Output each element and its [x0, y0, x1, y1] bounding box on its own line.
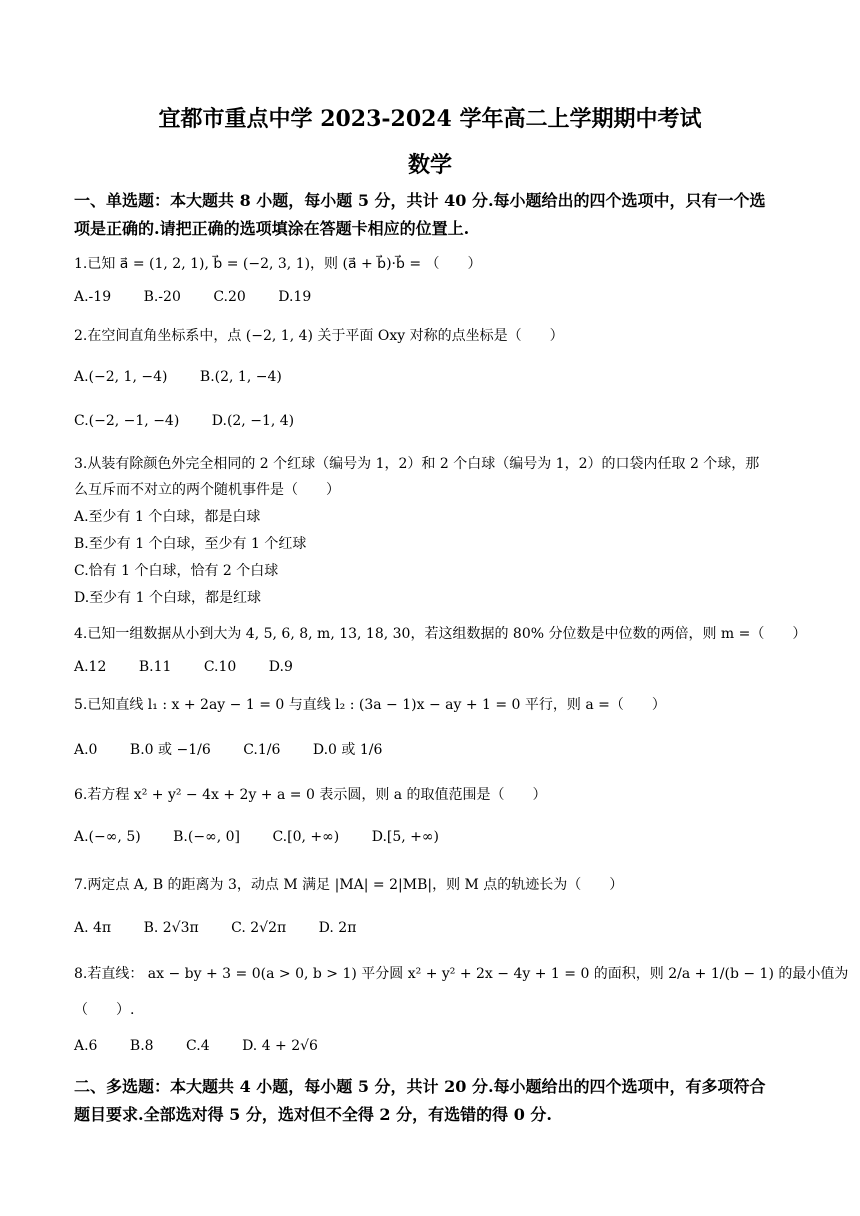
section1-instructions-line2: 项是正确的.请把正确的选项填涂在答题卡相应的位置上. [74, 219, 470, 238]
question-8-stem-line2: （ ）. [74, 1002, 135, 1018]
option-d: D.0 或 1/6 [312, 742, 383, 758]
option-b: B.11 [138, 659, 172, 675]
option-a: A.6 [74, 1038, 98, 1054]
option-a: A. 4π [74, 920, 112, 936]
option-a: A.-19 [74, 289, 112, 305]
option-d: D.[5, +∞) [371, 829, 440, 845]
section2-instructions-line2: 题目要求.全部选对得 5 分，选对但不全得 2 分，有选错的得 0 分. [74, 1105, 552, 1124]
option-b: B.(−∞, 0] [173, 829, 241, 845]
question-8-stem-line1: 8.若直线： ax − by + 3 = 0(a > 0, b > 1) 平分圆 x² + y² + 2x − 4y + 1 = 0 的面积，则 2/a + 1/(b − 1) 的最小值为 [74, 966, 849, 982]
option-d: D.9 [268, 659, 293, 675]
question-4-options [74, 659, 293, 675]
question-3-stem-line2: 么互斥而不对立的两个随机事件是（ ） [74, 482, 340, 498]
question-3-option-a: A.至少有 1 个白球，都是白球 [74, 509, 261, 525]
option-c: C.20 [213, 289, 246, 305]
question-6-stem: 6.若方程 x² + y² − 4x + 2y + a = 0 表示圆，则 a 的取值范围是（ ） [74, 787, 547, 803]
question-7-stem: 7.两定点 A, B 的距离为 3，动点 M 满足 |MA| = 2|MB|，则 M 点的轨迹长为（ ） [74, 877, 624, 893]
option-a: A.(−∞, 5) [74, 829, 141, 845]
option-a: A.(−2, 1, −4) [74, 369, 168, 385]
exam-title: 宜都市重点中学 2023-2024 学年高二上学期期中考试 [158, 106, 702, 132]
option-d: D.19 [278, 289, 312, 305]
question-4-stem: 4.已知一组数据从小到大为 4, 5, 6, 8, m, 13, 18, 30，若这组数据的 80% 分位数是中位数的两倍，则 m =（ ） [74, 626, 807, 642]
question-5-stem: 5.已知直线 l₁ : x + 2ay − 1 = 0 与直线 l₂ : (3a − 1)x − ay + 1 = 0 平行，则 a =（ ） [74, 697, 666, 713]
question-3-option-b: B.至少有 1 个白球，至少有 1 个红球 [74, 536, 307, 552]
option-c: C.4 [186, 1038, 210, 1054]
question-2-stem: 2.在空间直角坐标系中，点 (−2, 1, 4) 关于平面 Oxy 对称的点坐标是（ ） [74, 328, 564, 344]
option-c: C.1/6 [243, 742, 281, 758]
option-b: B.0 或 −1/6 [129, 742, 211, 758]
option-c: C. 2√2π [231, 920, 287, 936]
question-1-options [74, 289, 311, 305]
section1-instructions-line1: 一、单选题：本大题共 8 小题，每小题 5 分，共计 40 分.每小题给出的四个选项中，只有一个选 [74, 191, 766, 210]
question-6-options [74, 829, 439, 845]
option-c: C.(−2, −1, −4) [74, 413, 180, 429]
question-2-options-row2 [74, 413, 294, 429]
option-d: D.(2, −1, 4) [211, 413, 295, 429]
option-c: C.[0, +∞) [272, 829, 340, 845]
option-b: B.(2, 1, −4) [199, 369, 282, 385]
section2-instructions-line1: 二、多选题：本大题共 4 小题，每小题 5 分，共计 20 分.每小题给出的四个选项中，有多项符合 [74, 1077, 766, 1096]
question-5-options [74, 739, 382, 759]
option-b: B.8 [129, 1038, 154, 1054]
question-3-option-c: C.恰有 1 个白球，恰有 2 个白球 [74, 563, 279, 579]
option-d: D. 4 + 2√6 [242, 1038, 318, 1054]
question-7-options [74, 920, 356, 936]
question-1-stem: 1.已知 a⃗ = (1, 2, 1), b⃗ = (−2, 3, 1)，则 (a⃗ + b⃗)·b⃗ = （ ） [74, 256, 482, 272]
option-d: D. 2π [318, 920, 357, 936]
option-c: C.10 [203, 659, 237, 675]
option-a: A.0 [74, 742, 98, 758]
question-8-options [74, 1038, 318, 1054]
option-a: A.12 [74, 659, 107, 675]
question-2-options-row1 [74, 369, 282, 385]
question-3-option-d: D.至少有 1 个白球，都是红球 [74, 590, 261, 606]
option-b: B.-20 [143, 289, 181, 305]
option-b: B. 2√3π [143, 920, 199, 936]
subject-title: 数学 [407, 152, 452, 178]
question-3-stem-line1: 3.从装有除颜色外完全相同的 2 个红球（编号为 1，2）和 2 个白球（编号为 1，2）的口袋内任取 2 个球，那 [74, 456, 760, 472]
